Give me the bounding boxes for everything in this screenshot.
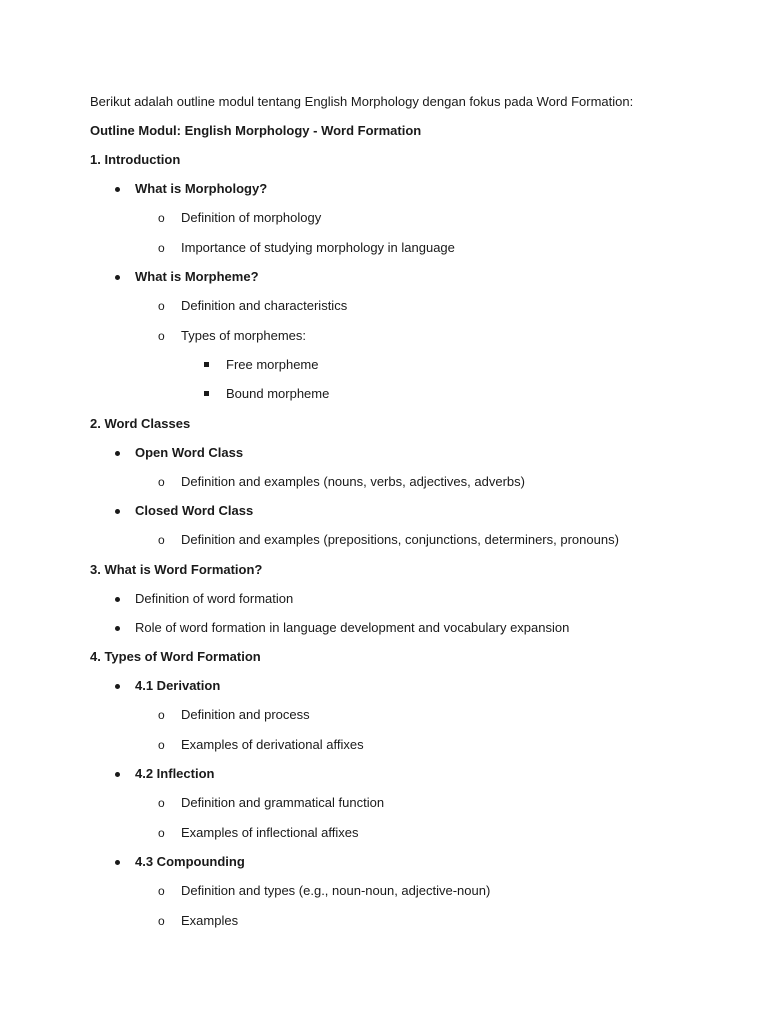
list-item: Definition and characteristics xyxy=(181,298,348,313)
bullet-dot-icon xyxy=(115,684,120,689)
list-item: Definition and process xyxy=(181,707,310,722)
circle-bullet-icon: o xyxy=(158,738,165,752)
intro-text: Berikut adalah outline modul tentang English Morphology dengan fokus pada Word Formation: xyxy=(90,94,634,109)
list-item: Definition and examples (nouns, verbs, adjectives, adverbs) xyxy=(181,474,525,489)
bullet-dot-icon xyxy=(115,275,120,280)
section-heading-introduction: 1. Introduction xyxy=(90,152,181,167)
bullet-dot-icon xyxy=(115,860,120,865)
circle-bullet-icon: o xyxy=(158,826,165,840)
list-item: Definition of word formation xyxy=(135,591,294,606)
bullet-dot-icon xyxy=(115,509,120,514)
list-item: Examples of inflectional affixes xyxy=(181,825,359,840)
circle-bullet-icon: o xyxy=(158,533,165,547)
list-item: Definition and types (e.g., noun-noun, adjective-noun) xyxy=(181,883,491,898)
bullet-what-is-morphology: What is Morphology? xyxy=(135,181,268,196)
circle-bullet-icon: o xyxy=(158,796,165,810)
section-heading-word-formation: 3. What is Word Formation? xyxy=(90,562,263,577)
list-item: Examples of derivational affixes xyxy=(181,737,364,752)
circle-bullet-icon: o xyxy=(158,708,165,722)
document-title: Outline Modul: English Morphology - Word Formation xyxy=(90,123,422,138)
bullet-dot-icon xyxy=(115,451,120,456)
circle-bullet-icon: o xyxy=(158,211,165,225)
bullet-compounding: 4.3 Compounding xyxy=(135,854,245,869)
circle-bullet-icon: o xyxy=(158,241,165,255)
section-heading-types-of-word-formation: 4. Types of Word Formation xyxy=(90,649,261,664)
section-heading-word-classes: 2. Word Classes xyxy=(90,416,191,431)
list-item: Examples xyxy=(181,913,239,928)
bullet-derivation: 4.1 Derivation xyxy=(135,678,221,693)
bullet-inflection: 4.2 Inflection xyxy=(135,766,215,781)
bullet-dot-icon xyxy=(115,187,120,192)
list-item: Definition of morphology xyxy=(181,210,322,225)
bullet-dot-icon xyxy=(115,772,120,777)
list-item: Role of word formation in language development and vocabulary expansion xyxy=(135,620,570,635)
square-bullet-icon xyxy=(204,391,209,396)
list-subitem: Free morpheme xyxy=(226,357,319,372)
bullet-open-word-class: Open Word Class xyxy=(135,445,244,460)
circle-bullet-icon: o xyxy=(158,884,165,898)
circle-bullet-icon: o xyxy=(158,475,165,489)
bullet-what-is-morpheme: What is Morpheme? xyxy=(135,269,259,284)
bullet-dot-icon xyxy=(115,597,120,602)
bullet-closed-word-class: Closed Word Class xyxy=(135,503,254,518)
circle-bullet-icon: o xyxy=(158,329,165,343)
square-bullet-icon xyxy=(204,362,209,367)
circle-bullet-icon: o xyxy=(158,299,165,313)
bullet-dot-icon xyxy=(115,626,120,631)
list-item: Importance of studying morphology in language xyxy=(181,240,455,255)
list-subitem: Bound morpheme xyxy=(226,386,330,401)
list-item: Definition and grammatical function xyxy=(181,795,385,810)
circle-bullet-icon: o xyxy=(158,914,165,928)
list-item: Definition and examples (prepositions, conjunctions, determiners, pronouns) xyxy=(181,532,619,547)
list-item: Types of morphemes: xyxy=(181,328,306,343)
